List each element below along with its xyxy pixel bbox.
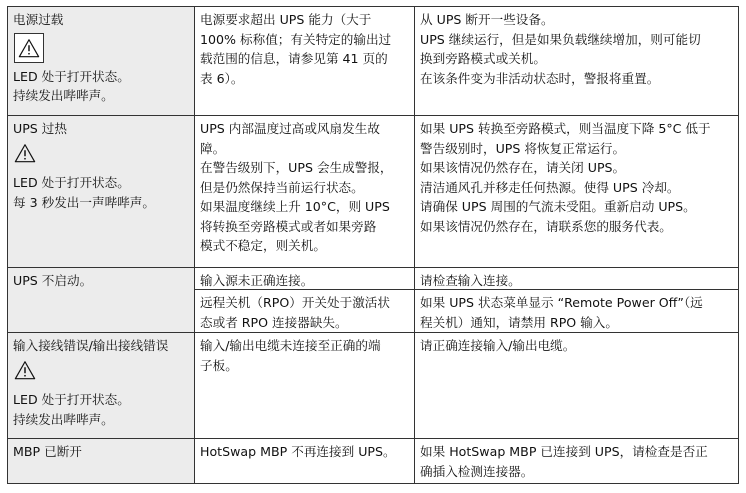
solution-text: 警告级别时，UPS 将恢复正常运行。	[420, 140, 626, 156]
row2-solution-cell	[414, 115, 739, 267]
cause-text: HotSwap MBP 不再连接到 UPS。	[200, 444, 396, 459]
row5-problem-cell	[7, 438, 194, 484]
cause-text: UPS 内部温度过高或风扇发生故	[200, 121, 380, 136]
indicator-text: LED 处于打开状态。	[13, 392, 130, 407]
row3-problem-cell	[7, 267, 194, 332]
solution-text: 如果 UPS 状态菜单显示 “Remote Power Off”（远	[420, 295, 703, 310]
indicator-text: 持续发出哔哔声。	[13, 411, 114, 427]
row3b-solution-cell	[414, 289, 739, 332]
cause-text: 但是仍然保持当前运行状态。	[200, 179, 364, 195]
solution-text: 清洁通风孔并移走任何热源。使得 UPS 冷却。	[420, 179, 680, 195]
row4-solution-cell	[414, 332, 739, 438]
cause-text: 将转换至旁路模式或者如果旁路	[200, 218, 377, 234]
solution-text: 如果 HotSwap MBP 已连接到 UPS，请检查是否正	[420, 444, 708, 459]
row5-solution-cell	[414, 438, 739, 484]
row1-problem-cell	[7, 6, 194, 115]
cause-text: 子板。	[200, 357, 238, 373]
cause-text: 输入源未正确连接。	[200, 273, 314, 288]
row1-cause-cell	[194, 6, 414, 115]
warning-triangle-icon	[14, 142, 190, 170]
cause-text: 障。	[200, 140, 226, 156]
problem-title: UPS 过热	[13, 121, 67, 136]
indicator-text: 每 3 秒发出一声哔哔声。	[13, 194, 155, 210]
problem-title: 电源过载	[13, 12, 64, 27]
row1-solution-cell	[414, 6, 739, 115]
row5-cause-cell	[194, 438, 414, 484]
cause-text: 电源要求超出 UPS 能力（大于	[200, 12, 372, 27]
solution-text: 确插入检测连接器。	[420, 463, 534, 479]
problem-title: 输入接线错误/输出接线错误	[13, 338, 169, 353]
cause-text: 在警告级别下，UPS 会生成警报，	[200, 160, 393, 175]
solution-text: 如果该情况仍然存在，请关闭 UPS。	[420, 160, 626, 175]
row3a-solution-cell	[414, 267, 739, 289]
row3b-cause-cell	[194, 289, 414, 332]
cause-text: 态或者 RPO 连接器缺失。	[200, 314, 348, 330]
row4-problem-cell	[7, 332, 194, 438]
solution-text: 请确保 UPS 周围的气流未受阻。重新启动 UPS。	[420, 199, 696, 214]
cause-text: 表 6）。	[200, 70, 244, 86]
warning-triangle-icon	[14, 33, 44, 63]
problem-title: MBP 已断开	[13, 444, 82, 459]
problem-title: UPS 不启动。	[13, 273, 93, 288]
solution-text: 程关机）通知，请禁用 RPO 输入。	[420, 314, 618, 330]
solution-text: 如果该情况仍然存在，请联系您的服务代表。	[420, 218, 672, 234]
row2-problem-cell	[7, 115, 194, 267]
indicator-text: LED 处于打开状态。	[13, 68, 130, 84]
indicator-text: 持续发出哔哔声。	[13, 88, 114, 103]
cause-text: 模式不稳定，则关机。	[200, 238, 326, 253]
cause-text: 输入/输出电缆未连接至正确的端	[200, 338, 381, 353]
cause-text: 100% 标称值；有关特定的输出过	[200, 31, 392, 47]
row3a-cause-cell	[194, 267, 414, 289]
row4-cause-cell	[194, 332, 414, 438]
solution-text: UPS 继续运行，但是如果负载继续增加，则可能切	[420, 31, 701, 47]
cause-text: 如果温度继续上升 10°C，则 UPS	[200, 199, 390, 214]
solution-text: 请正确连接输入/输出电缆。	[420, 338, 576, 353]
indicator-text: LED 处于打开状态。	[13, 175, 130, 190]
warning-triangle-icon	[14, 359, 190, 387]
solution-text: 在该条件变为非活动状态时，警报将重置。	[420, 70, 660, 86]
cause-text: 远程关机（RPO）开关处于激活状	[200, 295, 390, 310]
solution-text: 从 UPS 断开一些设备。	[420, 12, 554, 27]
solution-text: 如果 UPS 转换至旁路模式，则当温度下降 5°C 低于	[420, 121, 711, 136]
row2-cause-cell	[194, 115, 414, 267]
solution-text: 请检查输入连接。	[420, 273, 521, 288]
solution-text: 换到旁路模式或关机。	[420, 51, 546, 66]
cause-text: 载范围的信息，请参见第 41 页的	[200, 51, 388, 66]
